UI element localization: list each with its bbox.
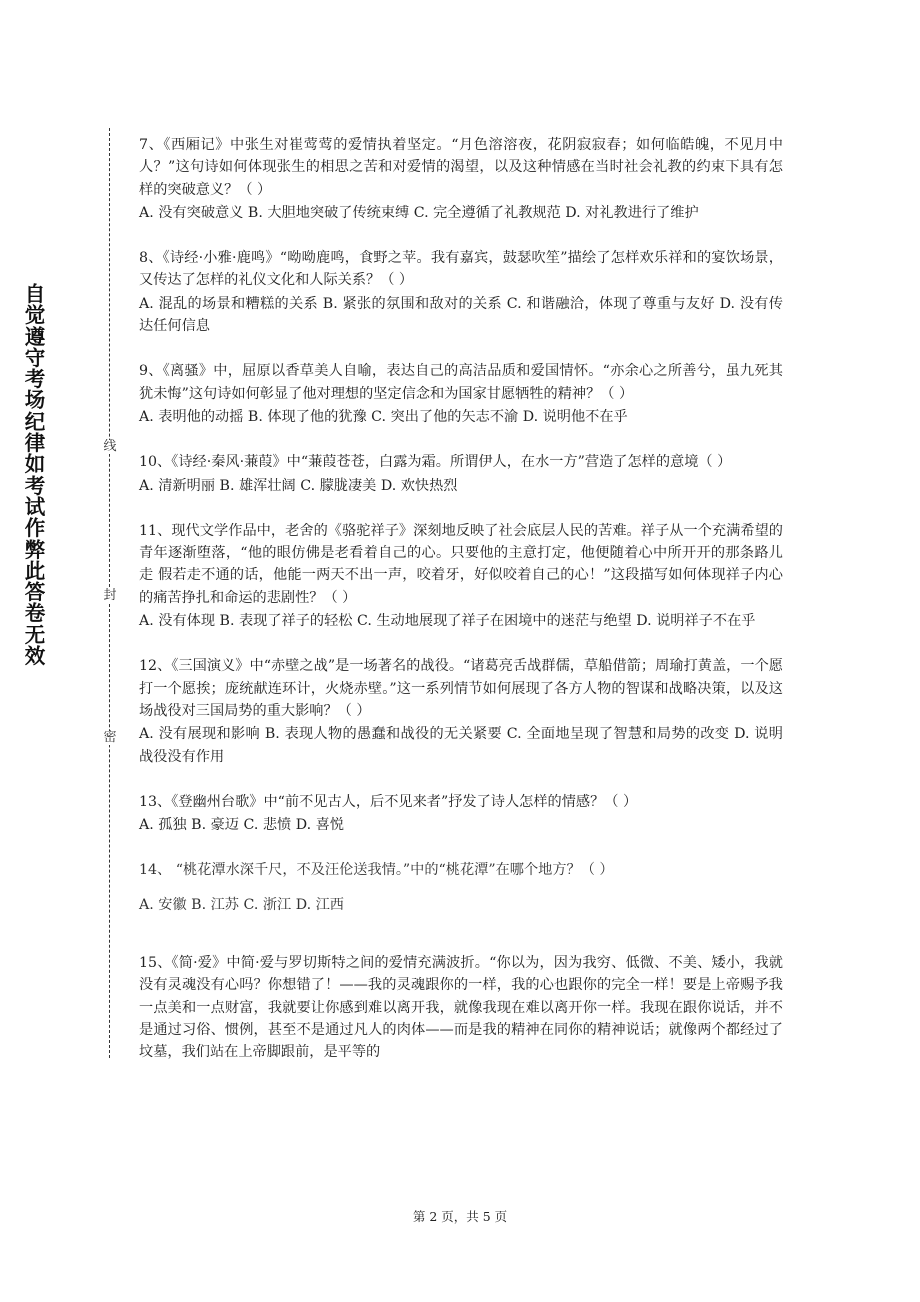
notice-char: 守 [24,345,46,370]
notice-char: 遵 [24,324,46,349]
question-options: A. 孤独 B. 豪迈 C. 悲愤 D. 喜悦 [139,817,344,834]
notice-char: 场 [24,388,46,413]
question-15 [139,952,783,1063]
notice-char: 如 [24,452,46,477]
question-stem: 12、《三国演义》中“赤壁之战”是一场著名的战役。“诸葛亮舌战群儒，草船借箭；周瑜打黄盖，一个愿打一个愿挨；庞统献连环计，火烧赤壁。”这一系列情节如何展现了各方人物的智谋和战略决策，以及这场战役对三国局势的重大影响？（ ） [139,658,783,719]
question-options: A. 没有突破意义 B. 大胆地突破了传统束缚 C. 完全遵循了礼教规范 D. 对礼教进行了维护 [139,204,699,221]
question-12 [139,655,783,767]
question-options: A. 没有体现 B. 表现了祥子的轻松 C. 生动地展现了祥子在困境中的迷茫与绝望 D. 说明祥子不在乎 [139,613,756,630]
question-stem: 8、《诗经·小雅·鹿鸣》“呦呦鹿鸣，食野之苹。我有嘉宾，鼓瑟吹笙”描绘了怎样欢乐祥和的宴饮场景，又传达了怎样的礼仪文化和人际关系？（ ） [139,250,783,289]
question-stem: 15、《简·爱》中简·爱与罗切斯特之间的爱情充满波折。“你以为，因为我穷、低微、不美、矮小，我就没有灵魂没有心吗？你想错了！——我的灵魂跟你的一样，我的心也跟你的完全一样！要是上帝赐予我一点美和一点财富，我就要让你感到难以离开我，就像我现在难以离开你一样。我现在跟你说话，并不是通过习俗、惯例，甚至不是通过凡人的肉体——而是我的精神在同你的精神说话；就像两个都经过了坟墓，我们站在上帝脚跟前，是平等的 [139,955,783,1061]
question-options: A. 安徽 B. 江苏 C. 浙江 D. 江西 [139,896,344,913]
notice-char: 律 [24,431,46,456]
question-7 [139,134,783,224]
question-stem: 9、《离骚》中，屈原以香草美人自喻，表达自己的高洁品质和爱国情怀。“亦余心之所善兮，虽九死其犹未悔”这句诗如何彰显了他对理想的坚定信念和为国家甘愿牺牲的精神？（ ） [139,363,783,402]
notice-char: 弊 [24,537,46,562]
question-14 [139,859,783,916]
notice-char: 此 [24,558,46,583]
question-list [139,134,783,1087]
question-options: A. 没有展现和影响 B. 表现人物的愚蠢和战役的无关紧要 C. 全面地呈现了智慧和局势的改变 D. 说明战役没有作用 [139,726,783,765]
notice-char: 考 [24,473,46,498]
notice-char: 作 [24,516,46,541]
notice-char: 答 [24,580,46,605]
question-13 [139,791,783,837]
notice-char: 纪 [24,409,46,434]
question-options: A. 混乱的场景和糟糕的关系 B. 紧张的氛围和敌对的关系 C. 和谐融洽，体现了尊重与友好 D. 没有传达任何信息 [139,295,783,335]
notice-char: 考 [24,367,46,392]
question-stem: 14、 “桃花潭水深千尺，不及汪伦送我情。”中的“桃花潭”在哪个地方？（ ） [139,862,614,879]
notice-char: 试 [24,494,46,519]
question-options: A. 清新明丽 B. 雄浑壮阔 C. 朦胧凄美 D. 欢快热烈 [139,477,458,494]
question-stem: 13、《登幽州台歌》中“前不见古人，后不见来者”抒发了诗人怎样的情感？（ ） [139,793,638,810]
question-10 [139,451,783,497]
notice-char: 自 [24,282,46,306]
question-11 [139,520,783,632]
question-8 [139,247,783,337]
question-stem: 10、《诗经·秦风·蒹葭》中“蒹葭苍苍，白露为霜。所谓伊人，在水一方”营造了怎样的意境（ ） [139,454,732,471]
question-9 [139,360,783,428]
exam-rules-notice [20,284,50,667]
cut-mark-secret: 密 [103,730,117,745]
cut-mark-line: 线 [103,439,117,454]
notice-char: 效 [24,644,46,669]
notice-char: 觉 [24,303,46,328]
question-stem: 7、《西厢记》中张生对崔莺莺的爱情执着坚定。“月色溶溶夜，花阴寂寂春；如何临皓魄，不见月中人？”这句诗如何体现张生的相思之苦和对爱情的渴望，以及这种情感在当时社会礼教的约束下具有怎样的突破意义？（ ） [139,137,783,198]
question-options: A. 表明他的动摇 B. 体现了他的犹豫 C. 突出了他的矢志不渝 D. 说明他不在乎 [139,408,628,425]
question-stem: 11、现代文学作品中，老舍的《骆驼祥子》深刻地反映了社会底层人民的苦难。祥子从一个充满希望的青年逐渐堕落，“他的眼仿佛是老看着自己的心。只要他的主意打定，他便随着心中所开开的那条路儿走 假若走不通的话，他能一两天不出一声，咬着牙，好似咬着自己的心！”这段描写如何体现祥子内心的痛苦挣扎和命运的悲剧性？（ ） [139,522,783,606]
notice-char: 卷 [24,601,46,626]
cut-mark-seal: 封 [103,588,117,603]
notice-char: 无 [24,622,46,647]
page-number-footer: 第 2 页，共 5 页 [412,1209,508,1224]
